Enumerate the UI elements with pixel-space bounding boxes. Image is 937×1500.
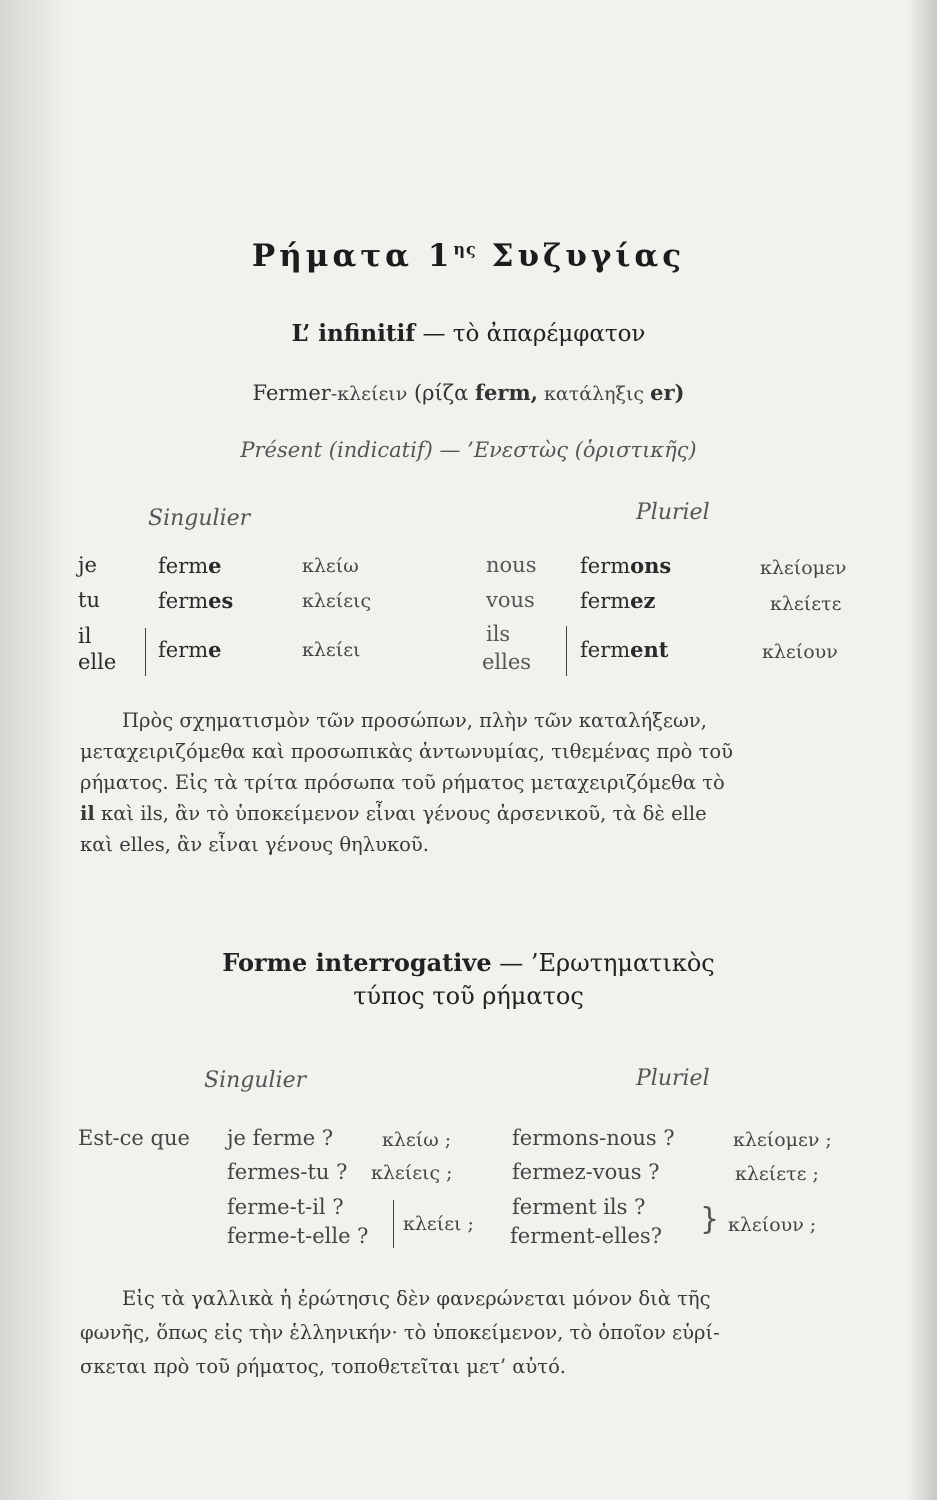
pronoun-vous: vous	[486, 588, 535, 612]
pronoun-elles: elles	[482, 650, 532, 674]
verb-form-ils: ferment	[580, 637, 669, 662]
int-brace-plural: }	[700, 1202, 720, 1237]
para2-line1: Εἰς τὰ γαλλικὰ ἡ ἐρώτησις δὲν φανερώνεται μόνον διὰ τῆς	[122, 1287, 711, 1310]
para1-line4: il καὶ ils, ἂν τὸ ὑποκείμενον εἶναι γένους ἀρσενικοῦ, τὰ δὲ elle	[80, 802, 707, 825]
int-gr-ils: κλείουν ;	[728, 1214, 817, 1236]
int-gr-vous: κλείετε ;	[735, 1163, 819, 1185]
int-fr-il: ferme-t-il ?	[227, 1195, 344, 1219]
int-gr-il: κλείει ;	[403, 1213, 474, 1235]
interrogative-title-fr: Forme interrogative	[222, 948, 492, 977]
page-shadow-left	[0, 0, 70, 1500]
fermer-ending: er)	[650, 380, 685, 405]
verb-form-vous: fermez	[580, 588, 656, 613]
gr-form-ils: κλείουν	[762, 641, 838, 663]
gr-form-nous: κλείομεν	[760, 557, 847, 579]
int-gr-nous: κλείομεν ;	[733, 1129, 832, 1151]
para1-line2: μεταχειριζόμεθα καὶ προσωπικὰς ἀντωνυμίας, τιθεμένας πρὸ τοῦ	[80, 740, 733, 763]
para2-line2: φωνῆς, ὅπως εἰς τὴν ἑλληνικήν· τὸ ὑποκείμενον, τὸ ὁποῖον εὑρί-	[80, 1321, 720, 1344]
para1-line1: Πρὸς σχηματισμὸν τῶν προσώπων, πλὴν τῶν καταλήξεων,	[122, 709, 707, 732]
int-fr-ils: ferment ils ?	[512, 1195, 646, 1219]
int-fr-vous: fermez-vous ?	[512, 1160, 660, 1184]
pronoun-je: je	[78, 553, 97, 577]
singular-header: Singulier	[148, 506, 251, 531]
fermer-gr: -κλείειν	[330, 383, 408, 405]
brace-plural	[566, 626, 567, 676]
interrogative-singular-header: Singulier	[204, 1068, 307, 1093]
fermer-line	[0, 380, 937, 405]
est-ce-que: Est-ce que	[78, 1126, 190, 1150]
int-fr-elles: ferment-elles?	[510, 1224, 662, 1248]
title-rest: Συζυγίας	[476, 238, 686, 274]
fermer-ending-label: κατάληξις	[537, 383, 651, 405]
interrogative-plural-header: Pluriel	[636, 1066, 710, 1091]
fermer-root-label: (ρίζα	[407, 381, 475, 405]
title-main: Ρήματα 1	[251, 238, 454, 274]
int-fr-je: je ferme ?	[227, 1126, 334, 1150]
pronoun-ils: ils	[486, 622, 511, 646]
pronoun-tu: tu	[78, 588, 100, 612]
infinitive-gr: τὸ ἀπαρέμφατον	[452, 321, 646, 347]
explanation-paragraph	[80, 705, 860, 860]
gr-form-tu: κλείεις	[302, 590, 372, 612]
page-shadow-right	[907, 0, 937, 1500]
present-gr: ’Ενεστὼς (ὁριστικῆς)	[467, 438, 697, 462]
int-gr-je: κλείω ;	[382, 1129, 452, 1151]
title-superscript: ης	[453, 239, 477, 259]
int-fr-tu: fermes-tu ?	[227, 1160, 348, 1184]
verb-form-nous: fermons	[580, 553, 672, 578]
interrogative-subheading: τύπος τοῦ ρήματος	[353, 982, 584, 1010]
para2-line3: σκεται πρὸ τοῦ ρήματος, τοποθετεῖται μετ’ αὐτό.	[80, 1355, 567, 1378]
int-fr-nous: fermons-nous ?	[512, 1126, 675, 1150]
gr-form-vous: κλείετε	[770, 593, 842, 615]
present-dash: —	[432, 438, 468, 462]
verb-form-je: ferme	[158, 553, 222, 578]
present-fr: Présent (indicatif)	[240, 438, 433, 462]
para1-line3: ρήματος. Εἰς τὰ τρίτα πρόσωπα τοῦ ρήματος μεταχειριζόμεθα τὸ	[80, 771, 725, 794]
interrogative-title-gr: ’Ερωτηματικὸς	[530, 949, 715, 977]
pronoun-nous: nous	[486, 553, 537, 577]
gr-form-il: κλείει	[302, 639, 361, 661]
int-fr-elle: ferme-t-elle ?	[227, 1224, 369, 1248]
fermer-stem: ferm,	[474, 380, 538, 405]
infinitive-fr: L’ infinitif	[291, 320, 416, 347]
brace-singular	[145, 628, 146, 676]
verb-form-tu: fermes	[158, 588, 234, 613]
int-gr-tu: κλείεις ;	[371, 1162, 453, 1184]
fermer-verb: Fermer	[252, 381, 331, 405]
pronoun-il: il	[78, 624, 92, 648]
infinitive-dash: —	[415, 321, 453, 347]
gr-form-je: κλείω	[302, 555, 359, 577]
para1-line5: καὶ elles, ἂν εἶναι γένους θηλυκοῦ.	[80, 833, 429, 856]
plural-header: Pluriel	[636, 500, 710, 525]
pronoun-elle: elle	[78, 650, 117, 674]
page-title	[0, 238, 937, 274]
closing-paragraph	[80, 1282, 860, 1384]
verb-form-il: ferme	[158, 637, 222, 662]
present-heading	[0, 438, 937, 462]
infinitive-heading	[0, 320, 937, 347]
int-brace-singular	[393, 1200, 394, 1248]
interrogative-heading: Forme interrogative — ’Ερωτηματικὸς	[222, 948, 715, 977]
